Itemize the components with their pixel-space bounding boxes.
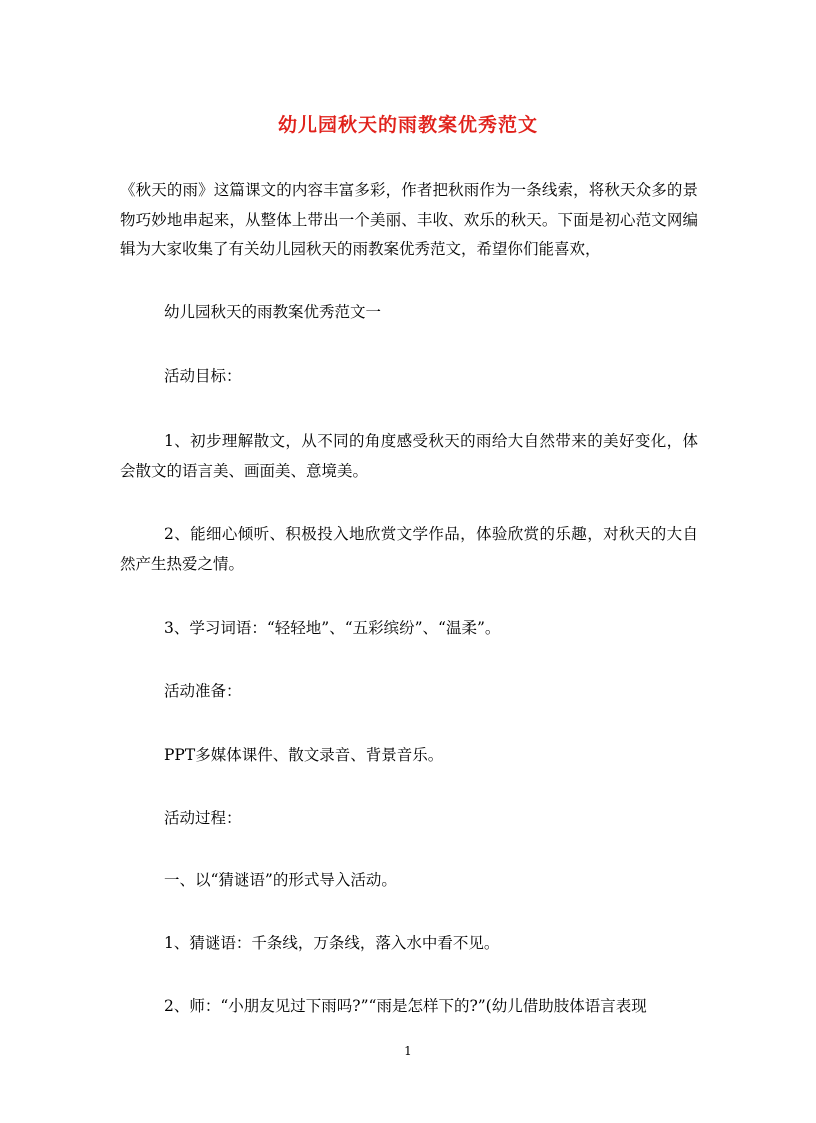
- document-title: 幼儿园秋天的雨教案优秀范文: [277, 114, 538, 136]
- section-heading: 幼儿园秋天的雨教案优秀范文一: [164, 303, 382, 321]
- goals-heading: 活动目标：: [164, 367, 242, 385]
- process-heading: 活动过程：: [164, 809, 242, 827]
- preparation-item: PPT多媒体课件、散文录音、背景音乐。: [164, 746, 444, 764]
- page-number: 1: [404, 1044, 412, 1058]
- process-step: 一、以“猜谜语”的形式导入活动。: [164, 871, 397, 889]
- goal-item: 1、初步理解散文，从不同的角度感受秋天的雨给大自然带来的美好变化，体会散文的语言美、画面美、意境美。: [120, 432, 698, 480]
- intro-paragraph: 《秋天的雨》这篇课文的内容丰富多彩，作者把秋雨作为一条线索，将秋天众多的景物巧妙地串起来，从整体上带出一个美丽、丰收、欢乐的秋天。下面是初心范文网编辑为大家收集了有关幼儿园秋天的雨教案优秀范文，希望你们能喜欢，: [120, 181, 698, 258]
- process-step: 2、师：“小朋友见过下雨吗?”“雨是怎样下的?”(幼儿借助肢体语言表现: [164, 997, 647, 1015]
- preparation-heading: 活动准备：: [164, 682, 242, 700]
- goal-item: 2、能细心倾听、积极投入地欣赏文学作品，体验欣赏的乐趣，对秋天的大自然产生热爱之情。: [120, 525, 698, 573]
- process-step: 1、猜谜语：千条线，万条线，落入水中看不见。: [164, 934, 500, 952]
- goal-item: 3、学习词语：“轻轻地”、“五彩缤纷”、“温柔”。: [164, 619, 501, 637]
